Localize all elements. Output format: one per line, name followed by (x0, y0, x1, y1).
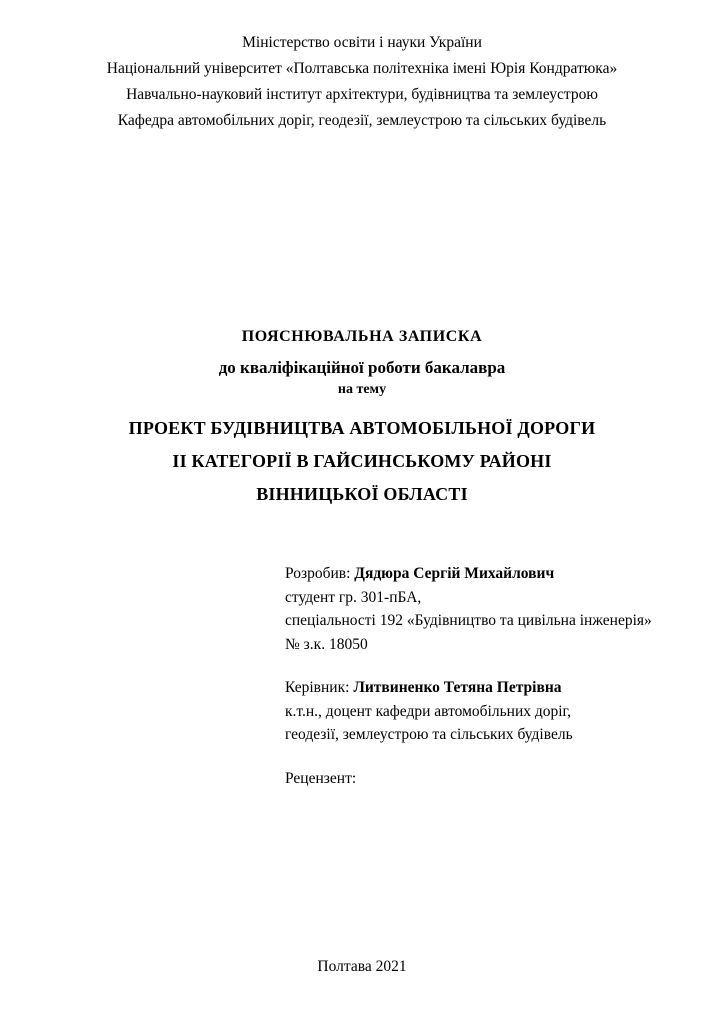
supervisor-role-label: Керівник: (285, 679, 354, 696)
supervisor-group (285, 676, 684, 747)
header-line-institute: Навчально-науковий інститут архітектури, будівництва та землеустрою (126, 86, 598, 103)
header-line-department: Кафедра автомобільних доріг, геодезії, землеустрою та сільських будівель (117, 112, 607, 129)
author-detail-specialty: спеціальності 192 «Будівництво та цивільна інженерія» (285, 612, 652, 629)
supervisor-detail-department: геодезії, землеустрою та сільських будівель (285, 726, 573, 743)
document-type: ПОЯСНЮВАЛЬНА ЗАПИСКА (241, 328, 483, 345)
on-topic-label: на тему (337, 382, 387, 397)
reviewer-label: Рецензент: (285, 769, 357, 787)
header-line-university: Національний університет «Полтавська політехніка імені Юрія Кондратюка» (106, 60, 618, 77)
author-group (285, 562, 684, 656)
supervisor-name: Литвиненко Тетяна Петрівна (353, 679, 562, 696)
author-detail-record-number: № з.к. 18050 (285, 635, 368, 653)
institution-header (40, 30, 684, 134)
author-detail-group: студент гр. 301-пБА, (285, 588, 422, 606)
people-block (285, 562, 684, 790)
header-line-ministry: Міністерство освіти і науки України (242, 34, 482, 51)
author-row (285, 562, 684, 586)
footer-place-year: Полтава 2021 (317, 958, 407, 975)
thesis-theme-line-3: ВІННИЦЬКОЇ ОБЛАСТІ (256, 484, 468, 504)
document-subtitle: до кваліфікаційної роботи бакалавра (218, 358, 506, 377)
thesis-theme-line-2: ІІ КАТЕГОРІЇ В ГАЙСИНСЬКОМУ РАЙОНІ (172, 451, 552, 471)
thesis-theme-line-1: ПРОЕКТ БУДІВНИЦТВА АВТОМОБІЛЬНОЇ ДОРОГИ (128, 418, 596, 438)
supervisor-detail-degree: к.т.н., доцент кафедри автомобільних доріг, (285, 702, 572, 720)
supervisor-row (285, 676, 684, 700)
title-block (40, 325, 684, 511)
thesis-theme (40, 412, 684, 511)
author-name: Дядюра Сергій Михайлович (354, 565, 555, 582)
author-role-label: Розробив: (285, 565, 355, 582)
